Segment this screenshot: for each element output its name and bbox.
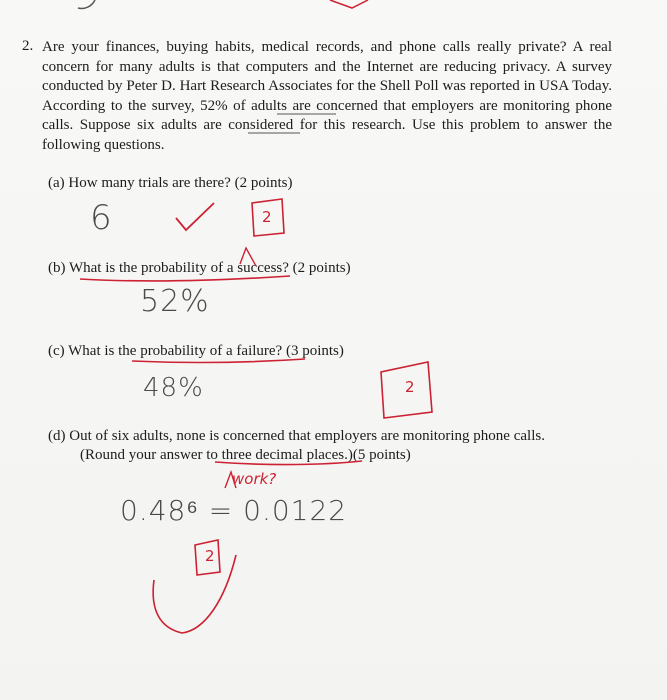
statement-part-1: Are your finances, buying habits, medical records, and phone calls really private? A real concern for many adults is that computers and the Internet are reducing privacy. A survey conducted by Peter D. Hart Research Associates for the Shell Poll was reported in USA Today. According to the survey, [42,39,612,114]
part-b-answer: 52% [140,284,210,319]
part-a-question: (a) How many trials are there? (2 points) [48,175,293,191]
statement-six: six [137,117,155,133]
top-pencil-mark [78,0,95,9]
part-d-score-box [195,540,220,575]
part-d-red-underline [215,461,362,465]
part-d-score: 2 [205,547,215,565]
part-d-arrow-mark [225,472,236,488]
part-c-score: 2 [405,378,415,396]
part-a-score-box [252,199,284,236]
top-red-mark [330,0,368,8]
statement-part-2: adults are concerned that employers are monitoring phone calls. Suppose [42,97,613,133]
part-c-answer: 48% [143,373,204,403]
part-d-margin-note: work? [232,470,277,488]
part-b-question: (b) What is the probability of a success? (2 points) [48,260,351,276]
statement-52-percent: 52% of [200,97,246,114]
part-d-answer: 0.48⁶ = 0.0122 [120,494,348,527]
part-b-red-underline [80,276,290,281]
part-d-line-2: (Round your answer to three decimal places.)(5 points) [80,447,411,463]
part-a-answer: 6 [90,198,113,238]
check-mark-icon [176,203,214,230]
part-c-red-underline [132,359,305,362]
part-d-line-1: (d) Out of six adults, none is concerned that employers are monitoring phone calls. [48,428,545,444]
problem-number: 2. [22,38,34,54]
part-a-score: 2 [262,208,272,226]
part-c-question: (c) What is the probability of a failure? (3 points) [48,343,344,359]
part-c-score-box [381,362,432,418]
statement-part-3: adults are considered for this research. Use this problem to answer the following questions. [42,117,613,153]
part-d-check-stroke [153,555,236,633]
part-b-red-mark [240,248,256,266]
